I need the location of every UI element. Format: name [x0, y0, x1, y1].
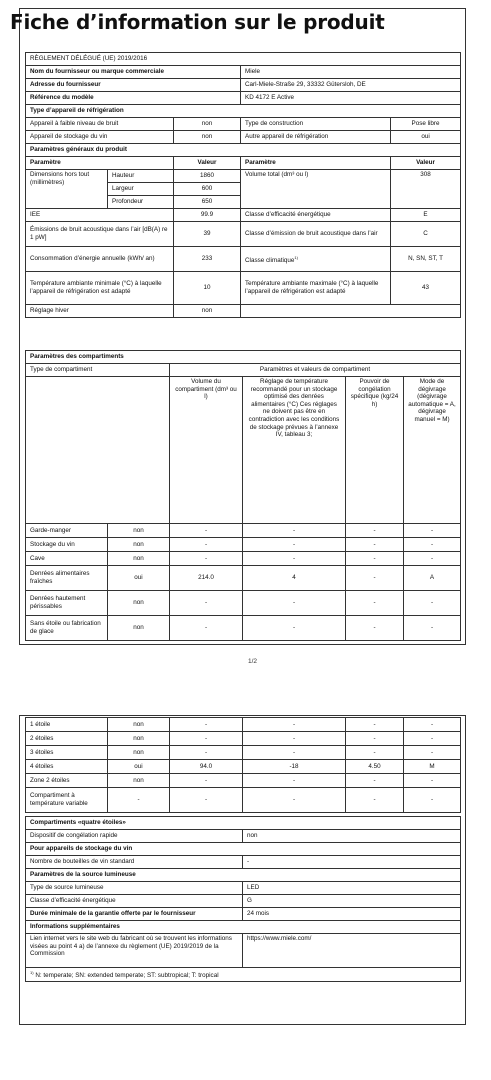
compartment-name: Compartiment à température variable [26, 788, 108, 813]
compartment-type-header: Type de compartiment [26, 364, 170, 377]
compartment-temperature: - [243, 552, 346, 566]
light-source-value: LED [243, 882, 461, 895]
footnote-marker: 1) [294, 254, 298, 260]
param-label: Température ambiante maximale (°C) à laquelle l’appareil de réfrigération est adapté [241, 272, 391, 305]
model-reference-value: KD 4172 E Active [241, 92, 461, 105]
footnote-marker: 1) [30, 970, 34, 975]
wine-bottles-value: - [243, 856, 461, 869]
compartment-name: Cave [26, 552, 108, 566]
compartment-present: non [108, 774, 170, 788]
compartment-name: 1 étoile [26, 718, 108, 732]
compartment-name: Garde-manger [26, 524, 108, 538]
compartment-temperature: - [243, 718, 346, 732]
compartment-temperature: -18 [243, 760, 346, 774]
info-label: Lien internet vers le site web du fabricant où se trouvent les informations visées au point 4 a) de l’annexe du règlement (UE) 2019/2019 de la Commission [26, 934, 243, 968]
compartment-capacity: - [346, 566, 404, 591]
param-value: E [391, 209, 461, 222]
compartment-temperature: 4 [243, 566, 346, 591]
param-value: N, SN, ST, T [391, 247, 461, 272]
compartment-volume: - [170, 746, 243, 760]
type-label: Appareil à faible niveau de bruit [26, 118, 174, 131]
type-section-title: Type d’appareil de réfrigération [26, 105, 461, 118]
compartment-volume: - [170, 732, 243, 746]
compartment-capacity: - [346, 552, 404, 566]
compartment-volume: - [170, 524, 243, 538]
type-label: Type de construction [241, 118, 391, 131]
dim-value: 1860 [174, 170, 241, 183]
compartment-present: non [108, 718, 170, 732]
compartment-present: oui [108, 760, 170, 774]
compartment-defrost: M [404, 760, 461, 774]
param-value: C [391, 222, 461, 247]
dim-value: 600 [174, 183, 241, 196]
compartment-defrost: - [404, 524, 461, 538]
dim-label: Profondeur [108, 196, 174, 209]
compartment-capacity: - [346, 591, 404, 616]
compartment-capacity: - [346, 616, 404, 641]
compartment-name: 3 étoiles [26, 746, 108, 760]
param-value: 43 [391, 272, 461, 305]
compartment-volume: 94.0 [170, 760, 243, 774]
compartment-present: non [108, 732, 170, 746]
supplier-address-value: Carl-Miele-Straße 29, 33332 Gütersloh, DE [241, 79, 461, 92]
compartment-volume: 214.0 [170, 566, 243, 591]
additional-table [25, 816, 461, 982]
supplier-address-label: Adresse du fournisseur [26, 79, 241, 92]
compartment-defrost: - [404, 732, 461, 746]
compartment-capacity: - [346, 732, 404, 746]
param-value: 233 [174, 247, 241, 272]
value-header: Valeur [174, 157, 241, 170]
compartment-temperature: - [243, 616, 346, 641]
compartment-defrost: - [404, 591, 461, 616]
type-value: Pose libre [391, 118, 461, 131]
wine-section-title: Pour appareils de stockage du vin [26, 843, 461, 856]
light-section-title: Paramètres de la source lumineuse [26, 869, 461, 882]
winter-value: non [174, 305, 241, 318]
compartment-temperature: - [243, 538, 346, 552]
param-label: Consommation d’énergie annuelle (kWh/ an) [26, 247, 174, 272]
compartment-defrost: A [404, 566, 461, 591]
supplier-name-label: Nom du fournisseur ou marque commerciale [26, 66, 241, 79]
compartment-defrost: - [404, 718, 461, 732]
param-label: Température ambiante minimale (°C) à laquelle l’appareil de réfrigération est adapté [26, 272, 174, 305]
fast-freeze-label: Dispositif de congélation rapide [26, 830, 243, 843]
compartment-present: non [108, 591, 170, 616]
param-header: Paramètre [241, 157, 391, 170]
compartment-name: 4 étoiles [26, 760, 108, 774]
compartment-capacity: - [346, 774, 404, 788]
compartment-volume: - [170, 788, 243, 813]
manufacturer-link[interactable]: https://www.miele.com/ [243, 934, 461, 968]
compartment-capacity: - [346, 746, 404, 760]
compartment-volume: - [170, 538, 243, 552]
warranty-label: Durée minimale de la garantie offerte par le fournisseur [26, 908, 243, 921]
compartment-volume: - [170, 774, 243, 788]
param-value: 99.9 [174, 209, 241, 222]
page-title: Fiche d’information sur le produit [10, 10, 385, 34]
volume-value: 308 [391, 170, 461, 209]
dim-label: Largeur [108, 183, 174, 196]
param-value: 39 [174, 222, 241, 247]
winter-label: Réglage hiver [26, 305, 174, 318]
wine-bottles-label: Nombre de bouteilles de vin standard [26, 856, 243, 869]
compartment-temperature: - [243, 788, 346, 813]
compartment-name: Denrées hautement périssables [26, 591, 108, 616]
type-label: Autre appareil de réfrigération [241, 131, 391, 144]
compartment-name: Sans étoile ou fabrication de glace [26, 616, 108, 641]
compartment-defrost: - [404, 746, 461, 760]
param-label: Émissions de bruit acoustique dans l’air [dB(A) re 1 pW] [26, 222, 174, 247]
type-value: non [174, 131, 241, 144]
compartment-present: non [108, 524, 170, 538]
param-label: Classe d’efficacité énergétique [241, 209, 391, 222]
footnote-text: N: temperate; SN: extended temperate; ST: subtropical; T: tropical [35, 972, 219, 980]
model-reference-label: Référence du modèle [26, 92, 241, 105]
light-class-label: Classe d’efficacité énergétique [26, 895, 243, 908]
dim-label: Hauteur [108, 170, 174, 183]
value-header: Valeur [391, 157, 461, 170]
compartment-defrost: - [404, 538, 461, 552]
compartment-volume: - [170, 616, 243, 641]
compartment-present: non [108, 616, 170, 641]
param-value: 10 [174, 272, 241, 305]
general-section-title: Paramètres généraux du produit [26, 144, 461, 157]
param-label: Classe d’émission de bruit acoustique dans l’air [241, 222, 391, 247]
col-head-volume: Volume du compartiment (dm³ ou l) [170, 377, 243, 524]
param-label [241, 247, 391, 272]
compartment-temperature: - [243, 524, 346, 538]
page-number: 1/2 [248, 658, 258, 665]
dimensions-label: Dimensions hors tout (millimètres) [26, 170, 108, 209]
light-class-value: G [243, 895, 461, 908]
compartments-table-continued [25, 717, 461, 813]
footnote [26, 968, 461, 982]
compartment-volume: - [170, 591, 243, 616]
compartment-temperature: - [243, 732, 346, 746]
compartment-volume: - [170, 552, 243, 566]
compartment-present: non [108, 746, 170, 760]
compartment-defrost: - [404, 788, 461, 813]
col-head-freezing-capacity: Pouvoir de congélation spécifique (kg/24 h) [346, 377, 404, 524]
compartment-name: Denrées alimentaires fraîches [26, 566, 108, 591]
compartment-capacity: - [346, 524, 404, 538]
compartment-volume: - [170, 718, 243, 732]
compartment-capacity: - [346, 538, 404, 552]
compartment-defrost: - [404, 774, 461, 788]
compartment-present: oui [108, 566, 170, 591]
compartment-present: - [108, 788, 170, 813]
compartment-present: non [108, 538, 170, 552]
supplier-name-value: Miele [241, 66, 461, 79]
compartment-defrost: - [404, 552, 461, 566]
info-section-title: Informations supplémentaires [26, 921, 461, 934]
compartment-temperature: - [243, 746, 346, 760]
compartment-params-header: Paramètres et valeurs de compartiment [170, 364, 461, 377]
compartment-capacity: 4.50 [346, 760, 404, 774]
compartment-present: non [108, 552, 170, 566]
col-head-defrost-mode: Mode de dégivrage (dégivrage automatique = A, dégivrage manuel = M) [404, 377, 461, 524]
regulation-label: RÈGLEMENT DÉLÉGUÉ (UE) 2019/2016 [26, 53, 461, 66]
type-label: Appareil de stockage du vin [26, 131, 174, 144]
type-value: non [174, 118, 241, 131]
compartment-name: Stockage du vin [26, 538, 108, 552]
compartment-temperature: - [243, 774, 346, 788]
dim-value: 650 [174, 196, 241, 209]
col-head-temperature: Réglage de température recommandé pour un stockage optimisé des denrées alimentaires (°C) Ces réglages ne doivent pas être en contradiction avec les conditions de stockage prévues à l’annexe IV, tableau 3; [243, 377, 346, 524]
compartment-defrost: - [404, 616, 461, 641]
compartment-name: 2 étoiles [26, 732, 108, 746]
type-value: oui [391, 131, 461, 144]
compartment-name: Zone 2 étoiles [26, 774, 108, 788]
fast-freeze-value: non [243, 830, 461, 843]
volume-label: Volume total (dm³ ou l) [241, 170, 391, 209]
general-table [25, 52, 461, 318]
compartment-capacity: - [346, 718, 404, 732]
compartment-temperature: - [243, 591, 346, 616]
param-label-text: Classe climatique [245, 256, 295, 264]
compartments-table [25, 350, 461, 641]
compartments-section-title: Paramètres des compartiments [26, 351, 461, 364]
light-source-label: Type de source lumineuse [26, 882, 243, 895]
param-label: IEE [26, 209, 174, 222]
four-star-section-title: Compartiments «quatre étoiles» [26, 817, 461, 830]
warranty-value: 24 mois [243, 908, 461, 921]
compartment-capacity: - [346, 788, 404, 813]
param-header: Paramètre [26, 157, 174, 170]
